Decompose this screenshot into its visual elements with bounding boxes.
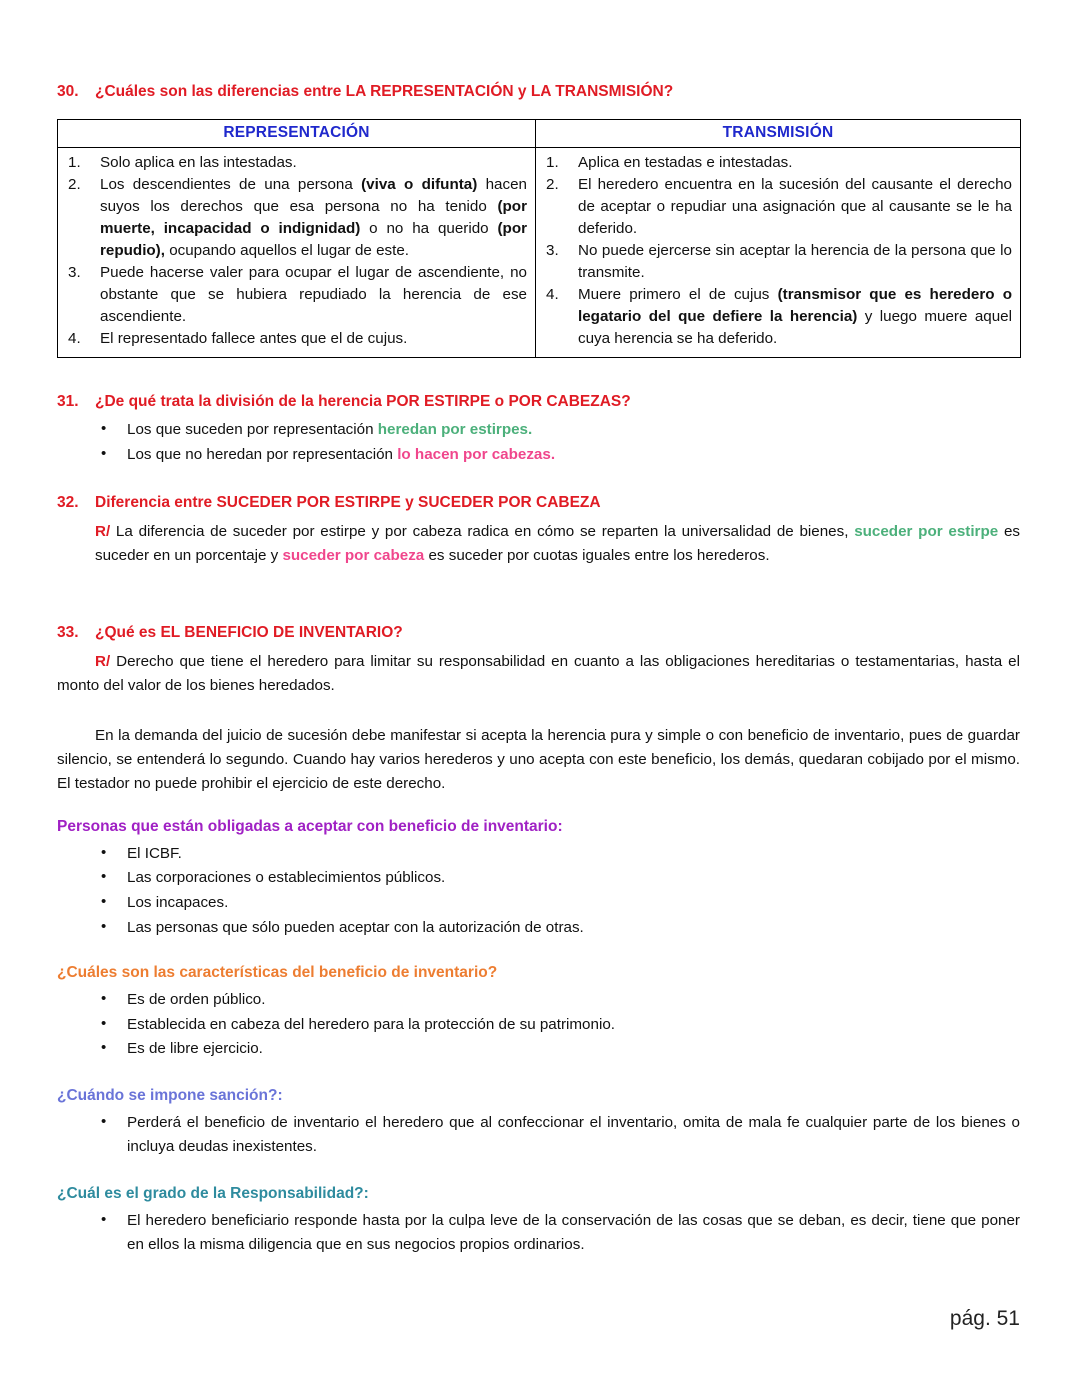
highlight-green-run: heredan por estirpes. <box>377 421 533 439</box>
list-item <box>57 418 1020 443</box>
list-item <box>542 174 1012 240</box>
list-item <box>64 152 527 174</box>
list-item <box>57 443 1020 468</box>
text-run: o no ha querido <box>360 220 498 238</box>
question-30-title: ¿Cuáles son las diferencias entre LA REPRESENTACIÓN y LA TRANSMISIÓN? <box>95 83 674 100</box>
caracteristicas-list <box>57 988 1020 1062</box>
text-run: ocupando aquellos el lugar de este. <box>164 242 409 260</box>
heading-sancion: ¿Cuándo se impone sanción?: <box>57 1086 283 1104</box>
bold-run: (viva o difunta) <box>361 175 478 193</box>
question-33-paragraph-2: En la demanda del juicio de sucesión debe manifestar si acepta la herencia pura y simple o con beneficio de inventario, pues de guardar silencio, se entenderá lo segundo. Cuando hay varios herederos y uno acepta con este beneficio, los demás, quedaran cobijado por el mismo. El testador no puede prohibir el ejercicio de este derecho. <box>57 727 1020 792</box>
comparison-table <box>57 119 1021 358</box>
text-run: Aplica en testadas e intestadas. <box>578 153 793 171</box>
question-30-heading <box>57 82 1020 103</box>
text-run: El heredero encuentra en la sucesión del causante el derecho de aceptar o repudiar una asignación que al causante se le ha deferido. <box>578 175 1012 238</box>
text-run: es suceder en un porcentaje y <box>95 523 1020 564</box>
text-run: hacen suyos los derechos que esa persona no ha tenido <box>100 175 527 215</box>
representacion-list <box>64 152 527 350</box>
list-item: • Perderá el beneficio de inventario el heredero que al confeccionar el inventario, omita de mala fe cualquier parte de los bienes o incluya deudas inexistentes. <box>57 1111 1020 1160</box>
sancion-list <box>57 1111 1020 1160</box>
cell-transmision <box>536 147 1021 357</box>
table-header-transmision: TRANSMISIÓN <box>536 119 1021 147</box>
question-33-number: 33. <box>57 624 79 642</box>
list-item <box>542 152 1012 174</box>
text-run: y luego muere aquel cuya herencia se ha deferido. <box>578 308 1013 348</box>
list-item <box>64 262 527 328</box>
page-number-footer: pág. 51 <box>949 1307 1020 1330</box>
question-32-heading <box>57 493 1020 514</box>
table-header-representacion: REPRESENTACIÓN <box>58 119 536 147</box>
list-item: • Las personas que sólo pueden aceptar con la autorización de otras. <box>57 916 1020 941</box>
transmision-list <box>542 152 1012 350</box>
list-item: • El heredero beneficiario responde hasta por la culpa leve de la conservación de las cosas que se deban, es decir, tiene que poner en ellos la misma diligencia que en sus negocios propios ordinarios. <box>57 1209 1020 1258</box>
list-item: • Las corporaciones o establecimientos públicos. <box>57 866 1020 891</box>
list-item: • El ICBF. <box>57 842 1020 867</box>
answer-marker: R/ <box>95 523 111 541</box>
list-item: • Establecida en cabeza del heredero para la protección de su patrimonio. <box>57 1013 1020 1038</box>
heading-responsabilidad: ¿Cuál es el grado de la Responsabilidad?: <box>57 1184 369 1202</box>
text-run: Los que no heredan por representación <box>127 445 398 463</box>
question-30-number: 30. <box>57 83 79 100</box>
cell-representacion <box>58 147 536 357</box>
table-body-row <box>58 147 1021 357</box>
bold-run: (por muerte, incapacidad o indignidad) <box>100 197 527 238</box>
bold-run: (por repudio), <box>100 220 528 260</box>
highlight-pink-run: suceder por cabeza <box>282 546 425 564</box>
question-32-answer <box>95 520 1020 567</box>
list-item: • Es de orden público. <box>57 988 1020 1013</box>
document-page <box>57 0 1020 1397</box>
question-32-number: 32. <box>57 494 79 512</box>
text-run: Los descendientes de una persona <box>100 175 362 193</box>
text-run: La diferencia de suceder por estirpe y por cabeza radica en cómo se reparten la universalidad de bienes, <box>110 523 855 541</box>
text-run: Solo aplica en las intestadas. <box>100 153 297 171</box>
question-31-heading <box>57 392 1020 413</box>
list-item <box>542 240 1012 284</box>
table-header-row <box>58 119 1021 147</box>
heading-personas-obligadas: Personas que están obligadas a aceptar con beneficio de inventario: <box>57 818 563 836</box>
question-31-title: ¿De qué trata la división de la herencia POR ESTIRPE o POR CABEZAS? <box>95 393 631 411</box>
question-33-title: ¿Qué es EL BENEFICIO DE INVENTARIO? <box>95 624 403 642</box>
text-run: Muere primero el de cujus <box>578 286 778 304</box>
highlight-pink-run: lo hacen por cabezas. <box>397 445 556 463</box>
question-33-answer <box>57 650 1020 697</box>
list-item <box>542 284 1012 350</box>
question-31-number: 31. <box>57 393 79 411</box>
text-run: Los que suceden por representación <box>127 421 378 439</box>
text-run: No puede ejercerse sin aceptar la herencia de la persona que lo transmite. <box>578 242 1012 282</box>
list-item <box>64 174 527 262</box>
personas-obligadas-list <box>57 842 1020 941</box>
bold-run: (transmisor que es heredero o legatario del que defiere la herencia) <box>578 286 1012 326</box>
question-31-bullets <box>57 418 1020 467</box>
responsabilidad-list <box>57 1209 1020 1258</box>
text-run: El representado fallece antes que el de cujus. <box>100 330 408 348</box>
question-33-heading <box>57 623 1020 644</box>
list-item: • Los incapaces. <box>57 891 1020 916</box>
text-run: Puede hacerse valer para ocupar el lugar de ascendiente, no obstante que se hubiera repudiado la herencia de ese ascendiente. <box>100 264 527 326</box>
text-run: es suceder por cuotas iguales entre los herederos. <box>424 546 770 564</box>
answer-marker: R/ <box>95 653 111 671</box>
list-item: • Es de libre ejercicio. <box>57 1037 1020 1062</box>
question-33-answer-text: Derecho que tiene el heredero para limitar su responsabilidad en cuanto a las obligaciones hereditarias o testamentarias, hasta el monto del valor de los bienes heredados. <box>57 653 1020 694</box>
highlight-green-run: suceder por estirpe <box>854 523 999 541</box>
heading-caracteristicas: ¿Cuáles son las características del beneficio de inventario? <box>57 964 498 982</box>
list-item <box>64 328 527 350</box>
question-32-title: Diferencia entre SUCEDER POR ESTIRPE y SUCEDER POR CABEZA <box>95 494 601 512</box>
